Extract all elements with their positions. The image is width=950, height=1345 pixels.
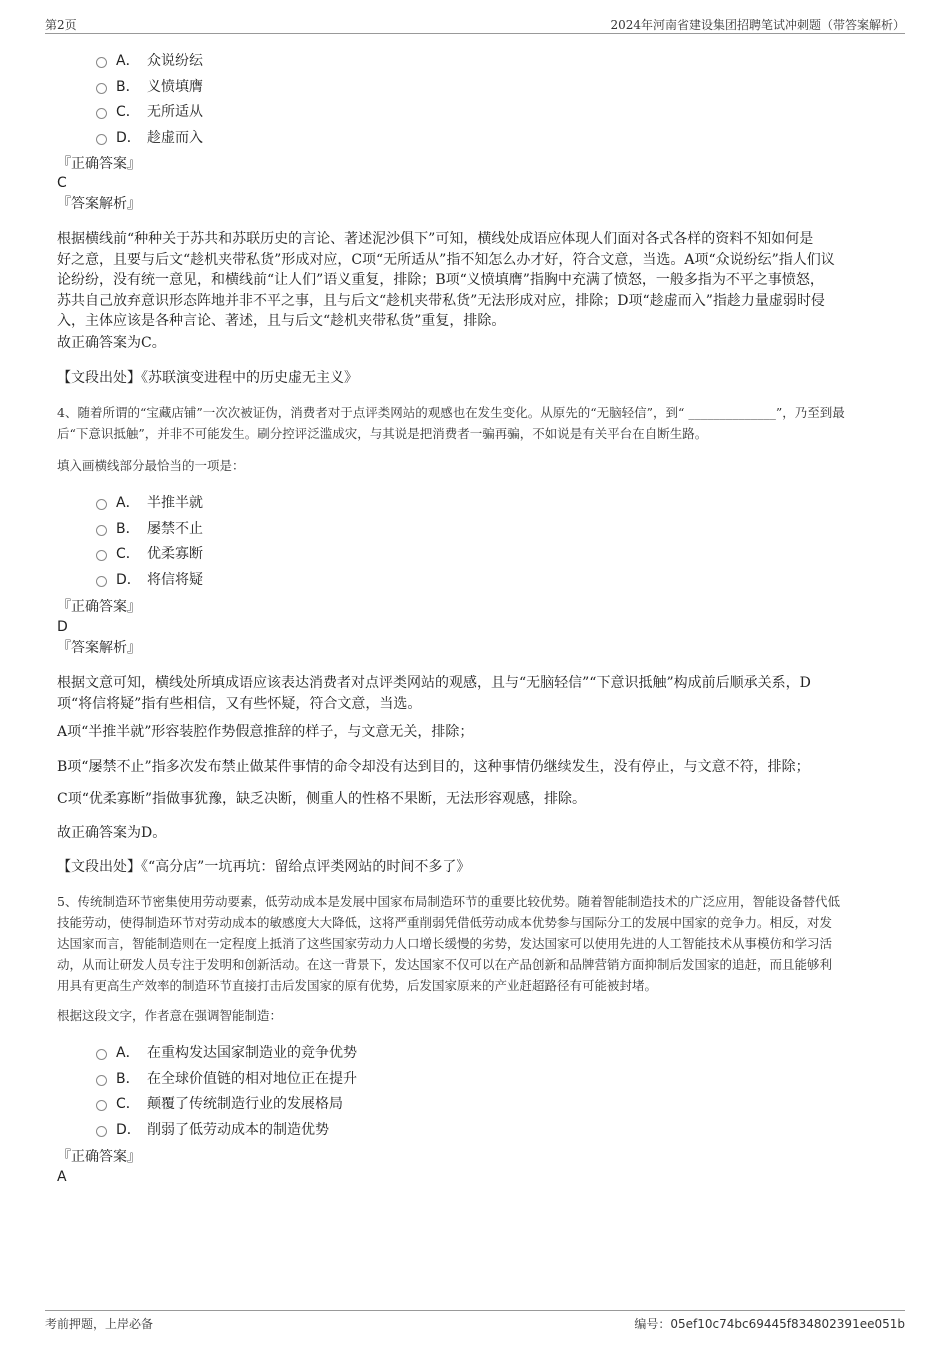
q4-analysis-label: 『答案解析』 bbox=[57, 640, 141, 656]
q4-b-line: B项“屡禁不止”指多次发布禁止做某件事情的命令却没有达到目的，这种事情仍继续发生，没有停止，与文意不符，排除； bbox=[57, 759, 810, 775]
q3-answer: C bbox=[57, 175, 67, 191]
q5-correct-label: 『正确答案』 bbox=[57, 1149, 141, 1165]
radio-icon[interactable] bbox=[96, 1049, 107, 1060]
radio-icon[interactable] bbox=[96, 108, 107, 119]
q5-option-a[interactable]: A． 在重构发达国家制造业的竞争优势 bbox=[96, 1039, 357, 1065]
radio-icon[interactable] bbox=[96, 1100, 107, 1111]
q4-correct-label: 『正确答案』 bbox=[57, 599, 141, 615]
q5-stem: 5、传统制造环节密集使用劳动要素，低劳动成本是发展中国家布局制造环节的重要比较优势。随着智能制造技术的广泛应用，智能设备替代低 技能劳动，使得制造环节对劳动成本的敏感度大大降低，这将严重削弱凭借低劳动成本优势参与国际分工的发展中国家的竞争力。相反，对发 达国家而言，智能制造则在一定程度上抵消了这些国家劳动力人口增长缓慢的劣势，发达国家可以使用先进的人工智能技术从事模仿和学习活 动，从而让研发人员专注于发明和创新活动。在这一背景下，发达国家不仅可以在产品创新和品牌营销方面抑制后发国家的追赶，而且能够利 用具有更高生产效率的制造环节直接打击后发国家的原有优势，后发国家原来的产业赶超路径有可能被封堵。 bbox=[57, 894, 840, 993]
radio-icon[interactable] bbox=[96, 1126, 107, 1137]
radio-icon[interactable] bbox=[96, 1075, 107, 1086]
q5-option-c[interactable]: C． 颠覆了传统制造行业的发展格局 bbox=[96, 1090, 357, 1116]
q4-a-line: A项“半推半就”形容装腔作势假意推辞的样子，与文意无关，排除； bbox=[57, 724, 474, 740]
q3-conclusion: 故正确答案为C。 bbox=[57, 335, 166, 351]
radio-icon[interactable] bbox=[96, 57, 107, 68]
q3-option-a[interactable]: A． 众说纷纭 bbox=[96, 47, 203, 73]
radio-icon[interactable] bbox=[96, 134, 107, 145]
q3-analysis: 根据横线前“种种关于苏共和苏联历史的言论、著述泥沙俱下”可知，横线处成语应体现人们面对各式各样的资料不知如何是 好之意，且要与后文“趁机夹带私货”形成对应，C项“无所适从”指不知怎么办才好，符合文意，当选。A项“众说纷纭”指人们议 论纷纷，没有统一意见，和横线前“让人们”语义重复，排除；B项“义愤填膺”指胸中充满了愤怒，一般多指为不平之事愤怒， 苏共自己放弃意识形态阵地并非不平之事，且与后文“趁机夹带私货”无法形成对应，排除；D项“趁虚而入”指趁力量虚弱时侵 入，主体应该是各种言论、著述，且与后文“趁机夹带私货”重复，排除。 bbox=[57, 231, 835, 329]
q4-answer: D bbox=[57, 619, 68, 635]
q3-option-b[interactable]: B． 义愤填膺 bbox=[96, 73, 203, 99]
document-title: 2024年河南省建设集团招聘笔试冲刺题（带答案解析） bbox=[610, 18, 905, 32]
q5-option-d[interactable]: D． 削弱了低劳动成本的制造优势 bbox=[96, 1116, 357, 1142]
footer-code: 编号：05ef10c74bc69445f834802391ee051b bbox=[634, 1317, 905, 1331]
q3-source: 【文段出处】《苏联演变进程中的历史虚无主义》 bbox=[57, 370, 358, 386]
q3-option-c[interactable]: C． 无所适从 bbox=[96, 98, 203, 124]
q4-option-b[interactable]: B． 屡禁不止 bbox=[96, 515, 203, 541]
radio-icon[interactable] bbox=[96, 83, 107, 94]
page-footer bbox=[45, 1310, 905, 1331]
q4-c-line: C项“优柔寡断”指做事犹豫，缺乏决断，侧重人的性格不果断，无法形容观感，排除。 bbox=[57, 791, 587, 807]
radio-icon[interactable] bbox=[96, 499, 107, 510]
q5-prompt: 根据这段文字，作者意在强调智能制造： bbox=[57, 1008, 283, 1023]
q5-answer: A bbox=[57, 1169, 67, 1185]
footer-slogan: 考前押题，上岸必备 bbox=[45, 1317, 154, 1331]
q4-conclusion: 故正确答案为D。 bbox=[57, 825, 167, 841]
q3-options bbox=[96, 47, 203, 150]
q4-option-a[interactable]: A． 半推半就 bbox=[96, 489, 203, 515]
q4-option-d[interactable]: D． 将信将疑 bbox=[96, 566, 203, 592]
q5-option-b[interactable]: B． 在全球价值链的相对地位正在提升 bbox=[96, 1065, 357, 1091]
q4-prompt: 填入画横线部分最恰当的一项是： bbox=[57, 458, 245, 473]
page-header bbox=[45, 16, 905, 34]
radio-icon[interactable] bbox=[96, 550, 107, 561]
radio-icon[interactable] bbox=[96, 525, 107, 536]
q5-options bbox=[96, 1039, 357, 1142]
q3-option-d[interactable]: D． 趁虚而入 bbox=[96, 124, 203, 150]
q3-correct-label: 『正确答案』 bbox=[57, 156, 141, 172]
page-number: 第2页 bbox=[45, 18, 77, 32]
q4-stem: 4、随着所谓的“宝藏店铺”一次次被证伪，消费者对于点评类网站的观感也在发生变化。从原先的“无脑轻信”，到“ ______________”，乃至到最 后“下意识抵触”，并非不可能发生。刷分控评泛滥成灾，与其说是把消费者一骗再骗，不如说是有关平台在自断生路。 bbox=[57, 405, 845, 441]
q3-analysis-label: 『答案解析』 bbox=[57, 196, 141, 212]
radio-icon[interactable] bbox=[96, 576, 107, 587]
q4-options bbox=[96, 489, 203, 592]
q4-option-c[interactable]: C． 优柔寡断 bbox=[96, 540, 203, 566]
q4-source: 【文段出处】《“高分店”一坑再坑：留给点评类网站的时间不多了》 bbox=[57, 859, 471, 875]
q4-analysis: 根据文意可知，横线处所填成语应该表达消费者对点评类网站的观感，且与“无脑轻信”“下意识抵触”构成前后顺承关系，D 项“将信将疑”指有些相信，又有些怀疑，符合文意，当选。 bbox=[57, 675, 811, 712]
